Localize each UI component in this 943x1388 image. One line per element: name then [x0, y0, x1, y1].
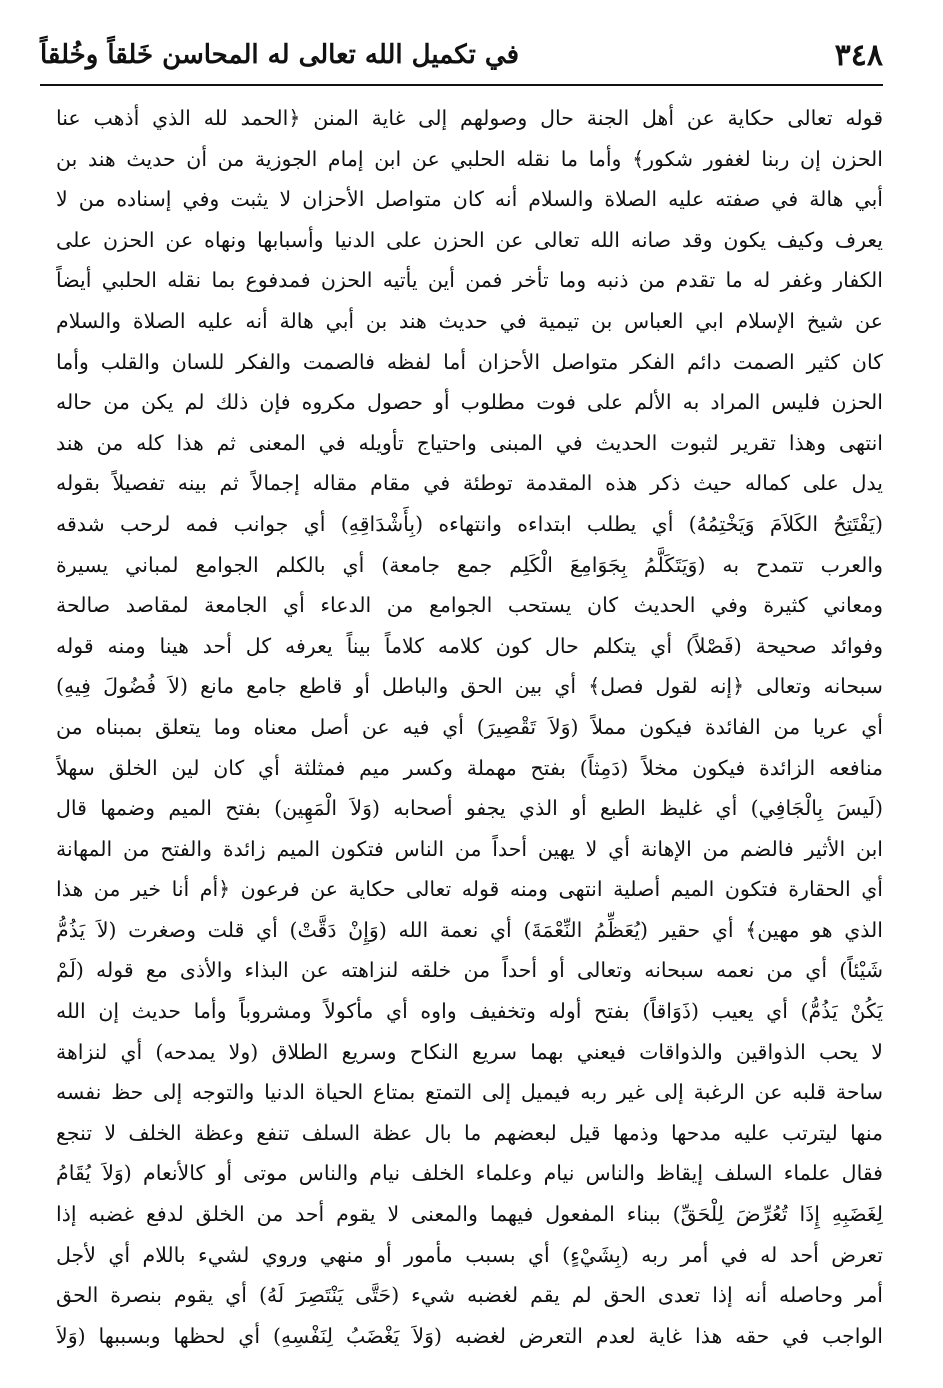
text-line: والعرب تتمدح به (وَيَتَكَلَّمُ بِجَوَامِعَ الْكَلِم جمع جامعة) أي بالكلم الجوامع لمباني يسيرة — [56, 552, 883, 577]
text-line: ومعاني كثيرة وفي الحديث كان يستحب الجوامع من الدعاء أي الجامعة لمقاصد صالحة — [56, 593, 883, 618]
text-line: تعرض أحد له في أمر ربه (بِشَيْءٍ) أي بسبب مأمور أو منهي وروي لشيء باللام أي لأجل — [56, 1242, 883, 1267]
text-line: يعرف وكيف يكون وقد صانه الله تعالى عن الحزن على الدنيا وأسبابها ونهاه عن الحزن على — [56, 227, 883, 252]
text-line: الذي هو مهين﴾ أي حقير (يُعَظِّمُ النِّعْمَةَ) أي نعمة الله (وَإِنْ دَقَّتْ) أي قلت وصغرت (لاَ يَذُمُّ — [56, 917, 883, 942]
text-line: الحزن إن ربنا لغفور شكور﴾ وأما ما نقله الحلبي عن ابن إمام الجوزية من أن حديث هند بن — [56, 146, 883, 171]
text-line: انتهى وهذا تقرير لثبوت الحديث في المبنى واحتياج تأويله في المعنى ثم هذا كله من هند — [56, 430, 883, 455]
text-line: الحزن فليس المراد به الألم على فوت مطلوب أو حصول مكروه فإن ذلك لم يكن من حاله — [56, 390, 883, 415]
text-line: قوله تعالى حكاية عن أهل الجنة حال وصولهم إلى غاية المنن ﴿الحمد لله الذي أذهب عنا — [56, 106, 883, 130]
page-header — [40, 30, 883, 80]
text-line: ابن الأثير فالضم من الإهانة أي لا يهين أحداً من الناس فتكون الميم زائدة والفتح من المهانة — [56, 836, 883, 861]
page-number: ٣٤٨ — [834, 37, 883, 73]
text-line: منافعه الزائدة فيكون مخلاً (دَمِثاً) بفتح مهملة وكسر ميم فمثلثة أي كان لين الخلق سهلاً — [56, 755, 883, 780]
body-text — [56, 98, 883, 1356]
text-line: أمر وحاصله أنه إذا تعدى الحق لم يقم لغضبه شيء (حَتَّى يَنْتَصِرَ لَهُ) أي يقوم بنصرة الحق — [56, 1283, 883, 1308]
text-line: (لَيسَ بِالْجَافِي) أي غليظ الطبع أو الذي يجفو أصحابه (وَلاَ الْمَهِين) بفتح الميم وضمها قال — [56, 796, 883, 821]
text-line: شَيْئاً) أي من نعمه سبحانه وتعالى أو أحداً من خلقه لنزاهته عن البذاء والأذى مع قوله (لَمْ — [56, 958, 883, 983]
running-title: في تكميل الله تعالى له المحاسن خَلقاً وخُلقاً — [40, 40, 519, 70]
text-line: عن شيخ الإسلام ابي العباس بن تيمية في حديث هند بن أبي هالة أنه عليه الصلاة والسلام — [56, 308, 883, 333]
text-line: يدل على كماله حيث ذكر هذه المقدمة توطئة في مقام مقاله إجمالاً ثم بينه تفصيلاً بقوله — [56, 471, 883, 496]
text-line: أي عريا من الفائدة فيكون مملاً (وَلاَ تَقْصِيرَ) أي فيه عن أصل معناه وما يتعلق بمبناه من — [56, 714, 883, 739]
text-line: لا يحب الذواقين والذواقات فيعني بهما سريع النكاح وسريع الطلاق (ولا يمدحه) أي لنزاهة — [56, 1039, 883, 1064]
text-line: أي الحقارة فتكون الميم أصلية انتهى ومنه قوله تعالى حكاية عن فرعون ﴿أم أنا خير من هذا — [56, 877, 883, 902]
text-line: سبحانه وتعالى ﴿إنه لقول فصل﴾ أي بين الحق والباطل أو قاطع جامع مانع (لاَ فُضُولَ فِيهِ) — [56, 674, 883, 699]
text-line: يَكُنْ يَذُمُّ) أي يعيب (ذَوَاقاً) بفتح أوله وتخفيف واوه أي مأكولاً ومشروباً وأما حديث إن الله — [56, 999, 883, 1024]
text-line: (يَفْتَتِحُ الكَلاَمَ وَيَخْتِمُهُ) أي يطلب ابتداءه وانتهاءه (بِأَشْدَاقِهِ) أي جوانب فمه لرحب شدقه — [56, 511, 883, 536]
text-line: ساحة قلبه عن الرغبة إلى غير ربه فيميل إلى التمتع بمتاع الحياة الدنيا والتوجه إلى حظ نفسه — [56, 1080, 883, 1105]
text-line: منها ليترتب عليه مدحها وذمها قيل لبعضهم ما بال عظة السلف تنفع وعظة الخلف لا تنجع — [56, 1120, 883, 1145]
text-line: كان كثير الصمت دائم الفكر متواصل الأحزان أما لفظه فالصمت والفكر للسان والقلب وأما — [56, 349, 883, 374]
text-line: فقال علماء السلف إيقاظ والناس نيام وعلماء الخلف نيام والناس موتى أو كالأنعام (وَلاَ يُقَامُ — [56, 1161, 883, 1186]
text-line: وفوائد صحيحة (فَصْلاً) أي يتكلم حال كون كلامه كلاماً بيناً يعرفه كل أحد هينا ومنه قوله — [56, 633, 883, 658]
text-line: الكفار وغفر له ما تقدم من ذنبه وما تأخر فمن أين يأتيه الحزن فمدفوع بما نقله الحلبي أيضاً — [56, 268, 883, 293]
text-line: الواجب في حقه هذا غاية لعدم التعرض لغضبه (وَلاَ يَغْضَبُ لِنَفْسِهِ) أي لحظها وبسببها (وَلاَ — [56, 1323, 883, 1348]
header-rule — [40, 84, 883, 86]
text-line: أبي هالة في صفته عليه الصلاة والسلام أنه كان متواصل الأحزان لا يثبت وفي إسناده من لا — [56, 187, 883, 212]
text-line: لِغَضَبِهِ إِذَا تُعُرِّضَ لِلْحَقِّ) ببناء المفعول فيهما والمعنى لا يقوم أحد من الخلق لدفع غضبه إذا — [56, 1202, 883, 1227]
